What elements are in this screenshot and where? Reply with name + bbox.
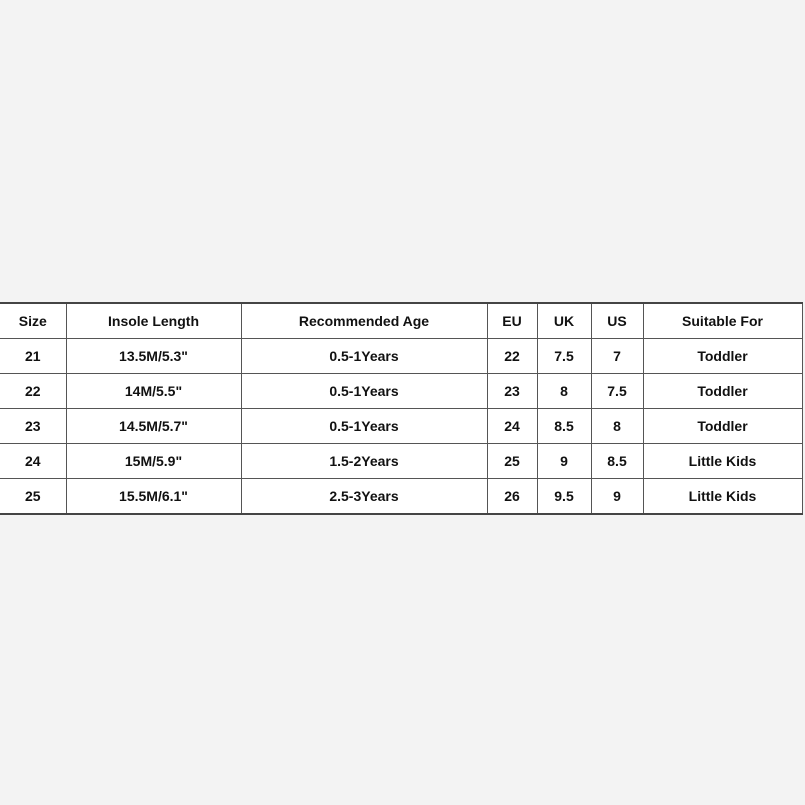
cell-recommended-age: 2.5-3Years [241, 479, 487, 515]
table-row [0, 339, 802, 374]
header-size: Size [0, 303, 66, 339]
header-eu: EU [487, 303, 537, 339]
cell-size: 21 [0, 339, 66, 374]
cell-recommended-age: 0.5-1Years [241, 409, 487, 444]
cell-insole-length: 15M/5.9" [66, 444, 241, 479]
header-recommended-age: Recommended Age [241, 303, 487, 339]
table-row [0, 444, 802, 479]
table-row [0, 374, 802, 409]
header-suitable-for: Suitable For [643, 303, 802, 339]
cell-suitable-for: Little Kids [643, 444, 802, 479]
cell-insole-length: 14.5M/5.7" [66, 409, 241, 444]
cell-eu: 23 [487, 374, 537, 409]
table-row [0, 479, 802, 515]
cell-insole-length: 14M/5.5" [66, 374, 241, 409]
cell-suitable-for: Toddler [643, 409, 802, 444]
cell-size: 23 [0, 409, 66, 444]
cell-us: 9 [591, 479, 643, 515]
cell-uk: 9.5 [537, 479, 591, 515]
cell-recommended-age: 1.5-2Years [241, 444, 487, 479]
cell-insole-length: 15.5M/6.1" [66, 479, 241, 515]
table-row [0, 409, 802, 444]
cell-us: 8.5 [591, 444, 643, 479]
cell-eu: 22 [487, 339, 537, 374]
cell-eu: 26 [487, 479, 537, 515]
cell-recommended-age: 0.5-1Years [241, 339, 487, 374]
cell-recommended-age: 0.5-1Years [241, 374, 487, 409]
table-header-row [0, 303, 802, 339]
cell-us: 7 [591, 339, 643, 374]
cell-size: 25 [0, 479, 66, 515]
cell-uk: 8 [537, 374, 591, 409]
cell-uk: 7.5 [537, 339, 591, 374]
cell-suitable-for: Toddler [643, 374, 802, 409]
cell-suitable-for: Little Kids [643, 479, 802, 515]
cell-eu: 25 [487, 444, 537, 479]
cell-size: 24 [0, 444, 66, 479]
cell-insole-length: 13.5M/5.3" [66, 339, 241, 374]
size-chart-table [0, 302, 803, 515]
header-insole-length: Insole Length [66, 303, 241, 339]
cell-us: 8 [591, 409, 643, 444]
header-uk: UK [537, 303, 591, 339]
cell-suitable-for: Toddler [643, 339, 802, 374]
cell-size: 22 [0, 374, 66, 409]
cell-uk: 8.5 [537, 409, 591, 444]
header-us: US [591, 303, 643, 339]
cell-eu: 24 [487, 409, 537, 444]
cell-us: 7.5 [591, 374, 643, 409]
cell-uk: 9 [537, 444, 591, 479]
